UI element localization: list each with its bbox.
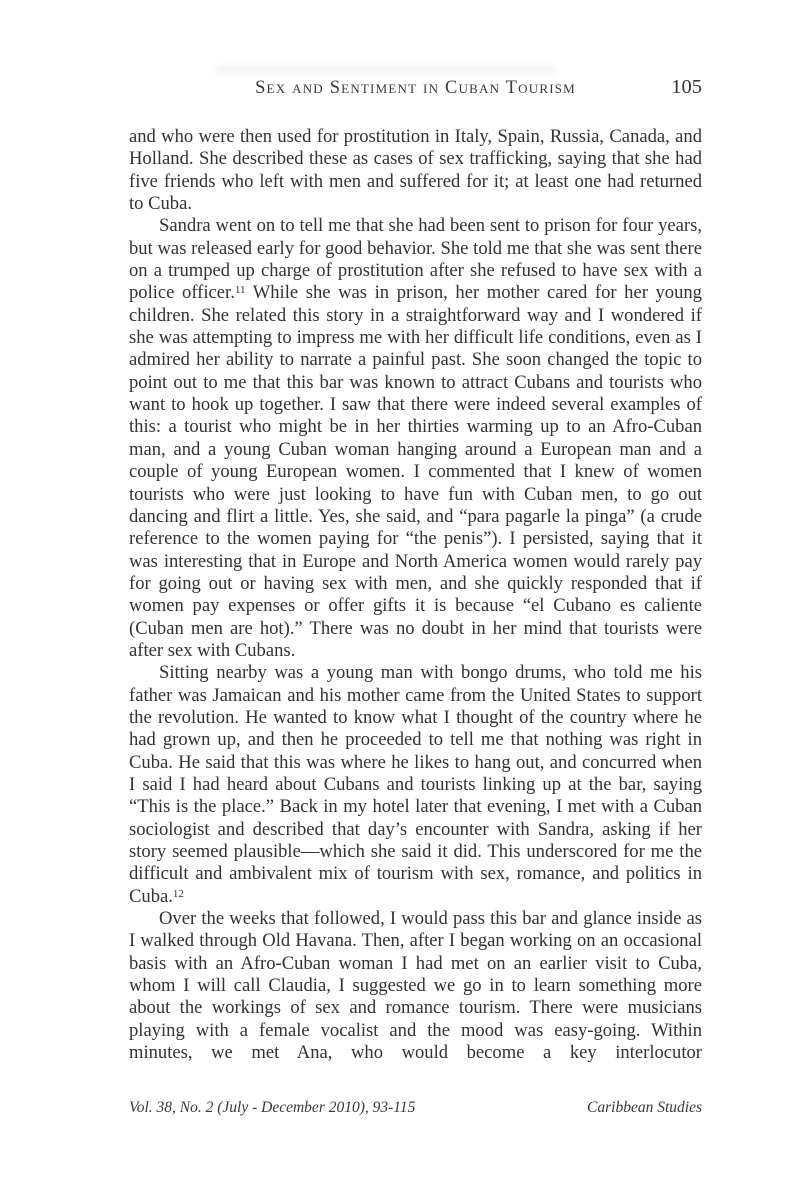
page-number: 105 [671,76,702,98]
paragraph: and who were then used for prostitution in Italy, Spain, Russia, Canada, and Holland. She described these as cases of sex trafficking, saying that she had five friends who left with men and suffered for it; at least one had returned to Cuba. [129,126,702,215]
scan-artifact-smudge [215,66,555,73]
footnote-ref: 12 [172,887,184,900]
body-paragraphs [129,126,702,1064]
paragraph: Over the weeks that followed, I would pass this bar and glance inside as I walked through Old Havana. Then, after I began working on an occasional basis with an Afro-Cuban woman I had met on an earlier visit to Cuba, whom I will call Claudia, I suggested we go in to learn something more about the workings of sex and romance tourism. There were musicians playing with a female vocalist and the mood was easy-going. Within minutes, we met Ana, who would become a key interlocutor [129,908,702,1064]
footer-citation: Vol. 38, No. 2 (July - December 2010), 93-115 [129,1099,416,1116]
paragraph: Sandra went on to tell me that she had been sent to prison for four years, but was released early for good behavior. She told me that she was sent there on a trumped up charge of prostitution after she refused to have sex with a police officer.$^{11}$ While she was in prison, her mother cared for her young children. She related this story in a straightforward way and I wondered if she was attempting to impress me with her difficult life conditions, even as I admired her ability to narrate a painful past. She soon changed the topic to point out to me that this bar was known to attract Cubans and tourists who want to hook up together. I saw that there were indeed several examples of this: a tourist who might be in her thirties warming up to an Afro-Cuban man, and a young Cuban woman hanging around a European man and a couple of young European women. I commented that I knew of women tourists who were just looking to have fun with Cuban men, to go out dancing and flirt a little. Yes, she said, and “para pagarle la pinga” (a crude reference to the women paying for “the penis”). I persisted, saying that it was interesting that in Europe and North America women would rarely pay for going out or having sex with men, and she quickly responded that if women pay expenses or offer gifts it is because “el Cubano es caliente (Cuban men are hot).” There was no doubt in her mind that tourists were after sex with Cubans. [129,215,702,661]
footnote-ref: 11 [234,284,246,297]
running-header [129,76,702,102]
footer-journal-name: Caribbean Studies [587,1099,702,1116]
paragraph: Sitting nearby was a young man with bongo drums, who told me his father was Jamaican and his mother came from the United States to support the revolution. He wanted to know what I thought of the country where he had grown up, and then he proceeded to tell me that nothing was right in Cuba. He said that this was where he likes to hang out, and concurred when I said I had heard about Cubans and tourists linking up at the bar, saying “This is the place.” Back in my hotel later that evening, I met with a Cuban sociologist and described that day’s encounter with Sandra, asking if her story seemed plausible—which she said it did. This underscored for me the difficult and ambivalent mix of tourism with sex, romance, and politics in Cuba.$^{12}$ [129,662,702,907]
running-title: Sex and Sentiment in Cuban Tourism [255,78,576,98]
page-footer [129,1099,702,1117]
